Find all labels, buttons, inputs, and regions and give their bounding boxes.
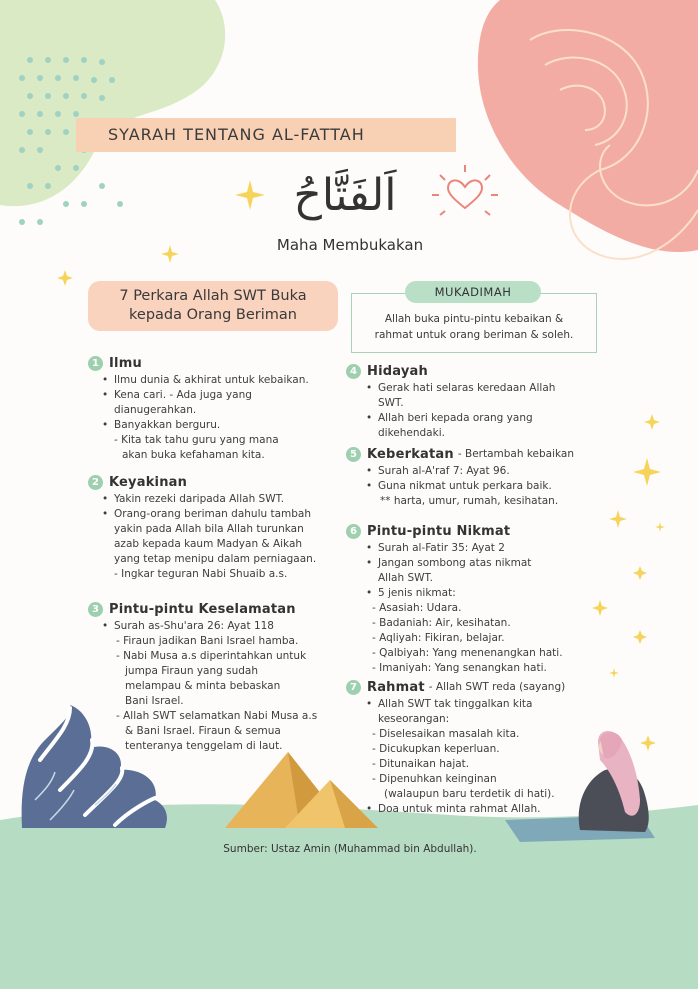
number-badge: 4 <box>346 364 361 379</box>
bullet-text: Banyakkan berguru. <box>114 419 221 431</box>
source-credit: Sumber: Ustaz Amin (Muhammad bin Abdullah). <box>223 843 477 855</box>
bullet-text: 5 jenis nikmat: <box>378 587 456 599</box>
perkara-title-line-2: kepada Orang Beriman <box>129 307 297 323</box>
bullet-text: Ilmu dunia & akhirat untuk kebaikan. <box>114 374 309 386</box>
number-badge: 7 <box>346 680 361 695</box>
bullet-text: Kena cari. - Ada juga yang <box>114 389 252 401</box>
section-title: Rahmat <box>367 679 425 695</box>
bullet-continuation: yakin pada Allah bila Allah turunkan <box>114 523 304 535</box>
section-title: Ilmu <box>109 355 142 371</box>
section-title: Keyakinan <box>109 474 188 490</box>
bullet-text: Surah as-Shu'ara 26: Ayat 118 <box>114 620 274 632</box>
sub-item: - Badaniah: Air, kesihatan. <box>372 617 511 629</box>
bullet-text: Surah al-A'raf 7: Ayat 96. <box>378 465 510 477</box>
sub-item: - Firaun jadikan Bani Israel hamba. <box>116 635 299 647</box>
sub-item: - Ingkar teguran Nabi Shuaib a.s. <box>114 568 288 580</box>
sub-item: - Ditunaikan hajat. <box>372 758 470 770</box>
bullet-text: Allah SWT tak tinggalkan kita <box>378 698 533 710</box>
sub-item: ** harta, umur, rumah, kesihatan. <box>380 495 559 507</box>
bullet-continuation: Allah SWT. <box>378 572 433 584</box>
number-badge: 1 <box>88 356 103 371</box>
arabic-name: اَلفَتَّاحُ <box>293 170 397 221</box>
bullet-text: Doa untuk minta rahmat Allah. <box>378 803 541 815</box>
page-subtitle: Maha Membukakan <box>276 236 424 254</box>
bullet-text: Guna nikmat untuk perkara baik. <box>378 480 552 492</box>
sub-item-continuation: akan buka kefahaman kita. <box>122 449 265 461</box>
section-note: - Allah SWT reda (sayang) <box>428 680 566 693</box>
bullet-text: Yakin rezeki daripada Allah SWT. <box>114 493 285 505</box>
bullet-continuation: dikehendaki. <box>378 427 445 439</box>
number-badge: 2 <box>88 475 103 490</box>
section-title: Keberkatan <box>367 446 454 462</box>
perkara-title-box <box>88 281 338 331</box>
sub-item: - Dicukupkan keperluan. <box>372 743 500 755</box>
sub-item: - Qalbiyah: Yang menenangkan hati. <box>372 647 563 659</box>
section-pintu-nikmat: 6 Pintu-pintu Nikmat • Surah al-Fatir 35: Ayat 2 • Jangan sombong atas nikmat Allah SWT. • 5 jenis nikmat: - Asasiah: Udara. - Badaniah: Air, kesihatan. - Aqliyah: Fikiran, belajar. - Qalbiyah: Yang menenangkan hati. - Imaniyah: Yang senangkan hati. <box>346 522 563 676</box>
sub-item-continuation: (walaupun baru terdetik di hati). <box>384 788 555 800</box>
section-ilmu: 1 Ilmu • Ilmu dunia & akhirat untuk kebaikan. • Kena cari. - Ada juga yang dianugerahkan. • Banyakkan berguru. - Kita tak tahu guru yang mana akan buka kefahaman kita. <box>88 354 309 463</box>
mukadimah-text <box>358 311 590 343</box>
sub-item: - Asasiah: Udara. <box>372 602 462 614</box>
section-title: Pintu-pintu Keselamatan <box>109 601 296 617</box>
page-title: SYARAH TENTANG AL-FATTAH <box>108 125 365 144</box>
number-badge: 3 <box>88 602 103 617</box>
sub-item: - Imaniyah: Yang senangkan hati. <box>372 662 547 674</box>
sub-item: - Allah SWT selamatkan Nabi Musa a.s <box>116 710 318 722</box>
section-keyakinan: 2 Keyakinan • Yakin rezeki daripada Allah SWT. • Orang-orang beriman dahulu tambah yakin pada Allah bila Allah turunkan azab kepada kaum Madyan & Aikah yang tetap menipu dalam perniagaan. - Ingkar teguran Nabi Shuaib a.s. <box>88 473 316 582</box>
sub-item: - Diselesaikan masalah kita. <box>372 728 520 740</box>
bullet-continuation: dianugerahkan. <box>114 404 197 416</box>
bullet-text: Jangan sombong atas nikmat <box>378 557 532 569</box>
perkara-title <box>119 287 306 325</box>
bullet-continuation: azab kepada kaum Madyan & Aikah <box>114 538 303 550</box>
bullet-continuation: SWT. <box>378 397 404 409</box>
number-badge: 5 <box>346 447 361 462</box>
section-title: Hidayah <box>367 363 428 379</box>
sub-item-continuation: Bani Israel. <box>125 695 184 707</box>
sub-item-continuation: tenteranya tenggelam di laut. <box>125 740 283 752</box>
bullet-text: Orang-orang beriman dahulu tambah <box>114 508 312 520</box>
bullet-continuation: keseorangan: <box>378 713 450 725</box>
section-title: Pintu-pintu Nikmat <box>367 523 511 539</box>
section-rahmat: 7 Rahmat - Allah SWT reda (sayang) • Allah SWT tak tinggalkan kita keseorangan: - Diselesaikan masalah kita. - Dicukupkan keperluan. - Ditunaikan hajat. - Dipenuhkan keinginan (walaupun baru terdetik di hati). • Doa untuk minta rahmat Allah. <box>346 678 565 817</box>
section-note: - Bertambah kebaikan <box>457 447 575 460</box>
sub-item-continuation: & Bani Israel. Firaun & semua <box>125 725 281 737</box>
bullet-text: Gerak hati selaras keredaan Allah <box>378 382 556 394</box>
section-keberkatan: 5 Keberkatan - Bertambah kebaikan • Surah al-A'raf 7: Ayat 96. • Guna nikmat untuk perkara baik. ** harta, umur, rumah, kesihatan. <box>346 445 574 509</box>
mukadimah-line-1: Allah buka pintu-pintu kebaikan & <box>384 313 564 325</box>
mukadimah-line-2: rahmat untuk orang beriman & soleh. <box>374 329 574 341</box>
section-pintu-keselamatan: 3 Pintu-pintu Keselamatan • Surah as-Shu'ara 26: Ayat 118 - Firaun jadikan Bani Israel hamba. - Nabi Musa a.s diperintahkan untuk jumpa Firaun yang sudah melampau & minta bebaskan Bani Israel. - Allah SWT selamatkan Nabi Musa a.s & Bani Israel. Firaun & semua tenteranya tenggelam di laut. <box>88 600 317 754</box>
bullet-text: Surah al-Fatir 35: Ayat 2 <box>378 542 505 554</box>
sub-item: - Aqliyah: Fikiran, belajar. <box>372 632 505 644</box>
bullet-continuation: yang tetap menipu dalam perniagaan. <box>114 553 317 565</box>
sub-item: - Dipenuhkan keinginan <box>372 773 497 785</box>
bullet-text: Allah beri kepada orang yang <box>378 412 533 424</box>
perkara-title-line-1: 7 Perkara Allah SWT Buka <box>119 288 307 304</box>
mukadimah-label: MUKADIMAH <box>405 281 541 303</box>
number-badge: 6 <box>346 524 361 539</box>
sub-item-continuation: melampau & minta bebaskan <box>125 680 281 692</box>
sub-item: - Nabi Musa a.s diperintahkan untuk <box>116 650 307 662</box>
section-hidayah: 4 Hidayah • Gerak hati selaras keredaan Allah SWT. • Allah beri kepada orang yang dikehendaki. <box>346 362 555 441</box>
sub-item: - Kita tak tahu guru yang mana <box>114 434 279 446</box>
sub-item-continuation: jumpa Firaun yang sudah <box>125 665 259 677</box>
